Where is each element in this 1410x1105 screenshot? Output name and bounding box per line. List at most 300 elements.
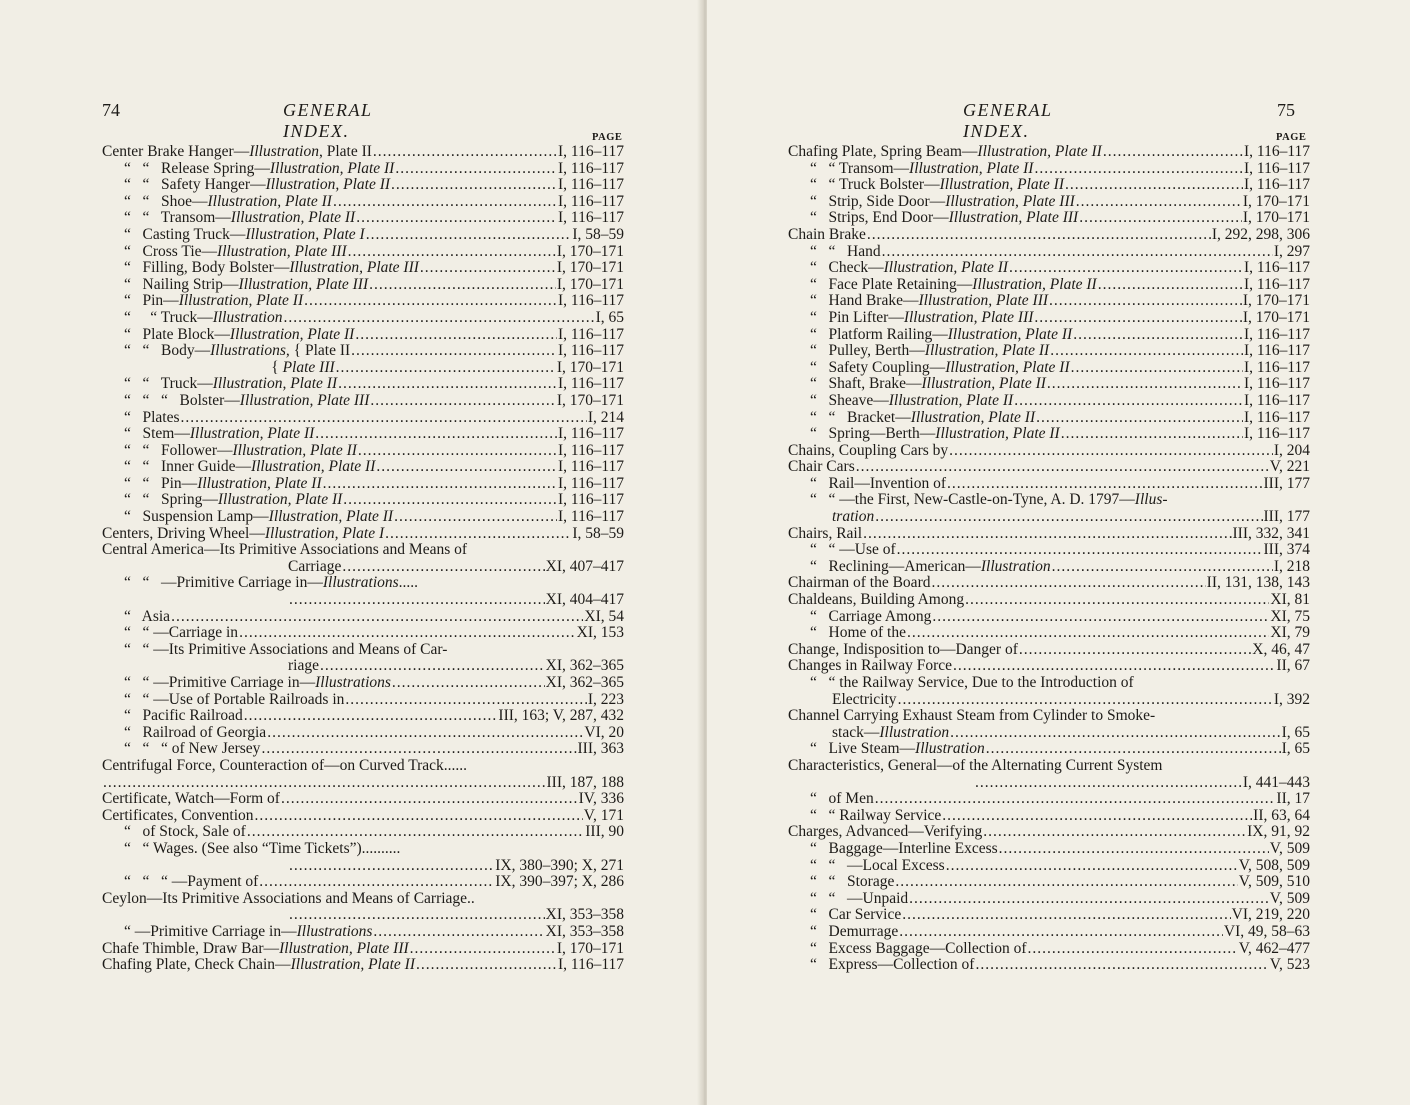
- index-entry: [788, 675, 1310, 692]
- entry-heading: stack—: [832, 723, 880, 741]
- dot-leader: [856, 459, 1269, 476]
- entry-illustration-ref: Illustration, Plate II: [935, 425, 1060, 443]
- entry-heading: Chairs, Rail: [788, 524, 863, 542]
- entry-text: [102, 144, 372, 161]
- dot-leader: [882, 244, 1273, 261]
- index-entry: [788, 741, 1310, 758]
- dot-leader: [867, 227, 1211, 244]
- entry-text: [810, 360, 1070, 377]
- entry-heading: “ “ —Unpaid: [810, 889, 909, 907]
- entry-illustration-ref: Illustration, Plate II: [977, 143, 1102, 160]
- index-entry: [788, 542, 1310, 559]
- entry-page-reference: I, 116–117: [557, 192, 624, 210]
- index-entry: [788, 293, 1310, 310]
- entry-heading: “ Casting Truck—: [124, 225, 246, 243]
- entry-text: [810, 476, 946, 493]
- index-entry: [102, 775, 624, 792]
- entry-page-reference: XI, 362–365: [545, 657, 624, 675]
- entry-text: [102, 941, 409, 958]
- entry-text: [124, 459, 375, 476]
- entry-heading: Ceylon—Its Primitive Associations and Means of Carriage..: [102, 889, 475, 907]
- entry-illustration-ref: Illustration, Plate II: [910, 408, 1036, 426]
- entry-page-reference: IX, 380–390; X, 271: [495, 856, 624, 874]
- entry-heading: “ “ —Primitive Carriage in—: [124, 674, 316, 691]
- entry-page-reference: III, 163; V, 287, 432: [498, 707, 624, 725]
- entry-page-reference: I, 170–171: [556, 391, 624, 409]
- entry-page-reference: I, 170–171: [556, 358, 624, 376]
- dot-leader: [358, 443, 557, 460]
- entry-illustration-ref: Illustration, Plate II: [189, 425, 315, 443]
- dot-leader: [1103, 144, 1243, 161]
- entry-text: [810, 874, 894, 891]
- index-entry: [788, 725, 1310, 742]
- entry-illustration-ref: Illustration, Plate III: [289, 259, 419, 277]
- entry-heading: “ —Primitive Carriage in—: [124, 922, 297, 940]
- dot-leader: [103, 775, 546, 792]
- index-entry: [102, 841, 624, 858]
- dot-leader: [304, 293, 557, 310]
- entry-heading: “ “ —Use of: [810, 541, 896, 559]
- index-entry: [102, 675, 624, 692]
- entry-text: [124, 824, 246, 841]
- index-entry: [788, 194, 1310, 211]
- page-number: 75: [1277, 100, 1295, 120]
- index-entry: [102, 874, 624, 891]
- index-entry: [102, 924, 624, 941]
- entry-page-reference: IX, 91, 92: [1247, 823, 1310, 841]
- entry-page-reference: I, 116–117: [557, 176, 624, 194]
- entry-illustration-ref: Illustration, Plate III: [948, 209, 1079, 227]
- dot-leader: [983, 824, 1246, 841]
- entry-text: [124, 227, 365, 244]
- dot-leader: [289, 907, 545, 924]
- dot-leader: [909, 891, 1269, 908]
- entry-heading: “ Home of the: [810, 624, 906, 642]
- index-entry: [102, 858, 624, 875]
- entry-page-reference: V, 462–477: [1238, 939, 1310, 957]
- dot-leader: [244, 708, 498, 725]
- entry-page-reference: I, 441–443: [1242, 773, 1310, 791]
- dot-leader: [953, 658, 1275, 675]
- dot-leader: [385, 526, 571, 543]
- index-entry: [788, 443, 1310, 460]
- dot-leader: [949, 443, 1273, 460]
- entry-text: [810, 858, 945, 875]
- entry-heading: “ “ Bracket—: [810, 408, 911, 426]
- entry-page-reference: I, 116–117: [557, 441, 624, 459]
- entry-heading: “ “ Transom—: [810, 159, 910, 177]
- entry-page-reference: II, 63, 64: [1253, 806, 1310, 824]
- index-entry: [102, 310, 624, 327]
- dot-leader: [289, 592, 545, 609]
- entry-text: [810, 675, 1134, 692]
- entry-heading: “ Hand Brake—: [810, 292, 919, 310]
- entry-illustration-ref: Illustration, Plate III: [279, 939, 409, 957]
- dot-leader: [315, 426, 557, 443]
- entry-page-reference: III, 374: [1263, 541, 1310, 559]
- entry-heading: Certificate, Watch—Form of: [102, 790, 280, 808]
- dot-leader: [898, 692, 1273, 709]
- entry-heading: “ of Men: [810, 790, 874, 808]
- entry-heading: “ “ Wages. (See also “Time Tickets”)..........: [124, 839, 401, 857]
- dot-leader: [369, 277, 556, 294]
- entry-page-reference: I, 116–117: [1243, 358, 1310, 376]
- entry-heading: Changes in Railway Force: [788, 657, 953, 675]
- entry-page-reference: I, 116–117: [557, 292, 624, 310]
- entry-page-reference: I, 204: [1273, 441, 1310, 459]
- entry-heading: Chafing Plate, Check Chain—: [102, 956, 291, 974]
- entry-page-reference: V, 508, 509: [1238, 856, 1310, 874]
- entry-illustration-ref: Illustration, Plate II: [265, 176, 391, 194]
- entry-text: [788, 575, 930, 592]
- entry-page-reference: II, 17: [1276, 790, 1310, 808]
- entry-heading: Charges, Advanced—Verifying: [788, 823, 983, 841]
- index-entry: [102, 658, 624, 675]
- entry-text: [124, 924, 372, 941]
- dot-leader: [416, 957, 557, 974]
- entry-text: [124, 741, 260, 758]
- entry-page-reference: III, 177: [1263, 474, 1310, 492]
- entry-page-reference: I, 58–59: [572, 225, 624, 243]
- entry-illustration-ref: Illustration: [879, 723, 950, 741]
- entry-page-reference: I, 116–117: [557, 491, 624, 509]
- entry-page-reference: I, 116–117: [557, 143, 624, 160]
- entry-heading: “ “ —Its Primitive Associations and Means of Car-: [124, 640, 448, 658]
- entry-page-reference: I, 214: [587, 408, 624, 426]
- index-entry: [788, 841, 1310, 858]
- index-entry: [102, 277, 624, 294]
- entry-text: [832, 692, 897, 709]
- index-entry: [788, 791, 1310, 808]
- entry-text: [788, 592, 964, 609]
- entry-text: [810, 559, 1051, 576]
- entry-illustration-ref: Illustration, Plate III: [238, 275, 369, 293]
- index-entry: [102, 808, 624, 825]
- page-column-label: PAGE: [592, 132, 623, 143]
- index-entry: [788, 210, 1310, 227]
- entry-heading: “ Baggage—Interline Excess: [810, 839, 998, 857]
- entry-illustration-ref: Illustration: [980, 557, 1051, 575]
- entry-text: [124, 194, 332, 211]
- entry-page-reference: III, 177: [1263, 508, 1310, 526]
- index-entry: [102, 426, 624, 443]
- entry-text: [810, 542, 896, 559]
- entry-page-reference: I, 170–171: [1242, 209, 1310, 227]
- entry-heading: Chaldeans, Building Among: [788, 591, 965, 609]
- dot-leader: [1034, 310, 1241, 327]
- entry-page-reference: XI, 54: [584, 607, 624, 625]
- index-entry: [788, 509, 1310, 526]
- dot-leader: [376, 459, 557, 476]
- index-entry: [788, 559, 1310, 576]
- entry-heading: Electricity: [832, 690, 897, 708]
- entry-heading: “ Face Plate Retaining—: [810, 275, 973, 293]
- entry-illustration-ref: Illustration: [915, 740, 985, 758]
- entry-heading: “ “ “ —Payment of: [124, 873, 259, 891]
- index-entry: [102, 791, 624, 808]
- entry-heading: “ “ Shoe—: [124, 192, 208, 210]
- dot-leader: [338, 376, 557, 393]
- entry-page-reference: I, 116–117: [1243, 143, 1310, 160]
- entry-page-reference: I, 292, 298, 306: [1211, 225, 1310, 243]
- entry-heading: “ Pin Lifter—: [810, 308, 904, 326]
- index-entry: [788, 526, 1310, 543]
- dot-leader: [171, 609, 583, 626]
- index-entry: [102, 741, 624, 758]
- entry-page-reference: I, 170–171: [1242, 308, 1310, 326]
- entry-heading: “ Cross Tie—: [124, 242, 218, 260]
- entry-heading: “ “ —Use of Portable Railroads in: [124, 690, 345, 708]
- entry-heading: “ “ —the First, New-Castle-on-Tyne, A. D. 1797—: [810, 491, 1135, 509]
- entry-text: [788, 443, 948, 460]
- entry-illustration-ref: Illustrations,: [210, 342, 290, 360]
- dot-leader: [410, 941, 556, 958]
- entry-heading: Center Brake Hanger—: [102, 143, 250, 160]
- entry-heading: “ Reclining—American—: [810, 557, 981, 575]
- dot-leader: [366, 227, 572, 244]
- entry-text: [288, 658, 319, 675]
- entry-page-reference: V, 171: [583, 806, 624, 824]
- entry-heading: Characteristics, General—of the Alternating Current System: [788, 756, 1163, 774]
- entry-illustration-ref: Illustration, Plate II: [232, 441, 357, 459]
- page-number: 74: [102, 100, 120, 120]
- entry-text: [810, 841, 998, 858]
- entry-illustration-ref: Illustration, Plate II: [945, 358, 1070, 376]
- entry-heading: “ Express—Collection of: [810, 956, 975, 974]
- entry-page-reference: XI, 407–417: [545, 557, 624, 575]
- entry-text: [124, 244, 347, 261]
- entry-text: [124, 725, 266, 742]
- dot-leader: [239, 625, 576, 642]
- dot-leader: [356, 210, 557, 227]
- entry-text: [124, 642, 447, 659]
- dot-leader: [1049, 293, 1242, 310]
- index-entry: [788, 941, 1310, 958]
- entry-text: [788, 459, 855, 476]
- entry-page-reference: I, 116–117: [557, 375, 624, 393]
- entry-heading: “ Live Steam—: [810, 740, 916, 758]
- entry-illustration-ref: Illustration, Plate III: [945, 192, 1075, 210]
- entry-text: [788, 144, 1102, 161]
- dot-leader: [897, 542, 1263, 559]
- entry-page-reference: I, 65: [595, 308, 624, 326]
- index-entry: [102, 492, 624, 509]
- entry-heading: “ “ Truck—: [124, 375, 213, 393]
- entry-page-reference: II, 131, 138, 143: [1206, 574, 1310, 592]
- index-entry: [102, 907, 624, 924]
- entry-page-reference: I, 223: [587, 690, 624, 708]
- entry-text: [124, 476, 322, 493]
- index-entry: [102, 526, 624, 543]
- entry-heading: Chair Cars: [788, 458, 855, 476]
- dot-leader: [255, 808, 583, 825]
- index-entry: [788, 360, 1310, 377]
- entry-page-reference: I, 116–117: [1243, 159, 1310, 177]
- entry-page-reference: I, 116–117: [1243, 259, 1310, 277]
- dot-leader: [942, 808, 1252, 825]
- entry-text: [124, 360, 335, 377]
- entry-text: [788, 642, 1018, 659]
- entry-text: [832, 509, 874, 526]
- entry-illustration-ref: tration: [832, 508, 875, 526]
- entry-text: [124, 426, 314, 443]
- dot-leader: [1009, 260, 1243, 277]
- entry-text: [102, 957, 415, 974]
- entry-text: [788, 708, 1155, 725]
- entry-page-reference: III, 187, 188: [546, 773, 624, 791]
- entry-heading: “ “ Truck Bolster—: [810, 176, 940, 194]
- entry-illustration-ref: Illustrations: [322, 574, 399, 592]
- index-entry: [788, 891, 1310, 908]
- entry-page-reference: XI, 81: [1270, 591, 1310, 609]
- entry-text: [810, 244, 881, 261]
- entry-illustration-ref: Illustration, Plate I: [264, 524, 385, 542]
- index-entry: [788, 575, 1310, 592]
- index-entry: [102, 642, 624, 659]
- entry-heading: “ “ Hand: [810, 242, 881, 260]
- entry-text: [810, 492, 1168, 509]
- index-entry: [788, 642, 1310, 659]
- index-entry: [102, 692, 624, 709]
- dot-leader: [863, 526, 1231, 543]
- entry-text: [102, 526, 384, 543]
- dot-leader: [1036, 410, 1243, 427]
- dot-leader: [1028, 941, 1238, 958]
- index-entry: [102, 343, 624, 360]
- entry-page-reference: I, 116–117: [557, 425, 624, 443]
- entry-page-reference: III, 332, 341: [1232, 524, 1310, 542]
- entry-page-reference: V, 523: [1269, 956, 1310, 974]
- index-entry: [102, 459, 624, 476]
- entry-page-reference: I, 116–117: [557, 159, 624, 177]
- entry-heading: “ Filling, Body Bolster—: [124, 259, 290, 277]
- index-entry: [788, 874, 1310, 891]
- entry-heading: {: [124, 358, 283, 376]
- entry-illustration-ref: Illustration, Plate II: [972, 275, 1097, 293]
- entry-page-reference: XI, 153: [576, 624, 624, 642]
- dot-leader: [370, 393, 555, 410]
- entry-text: [810, 625, 906, 642]
- entry-text: [288, 559, 341, 576]
- dot-leader: [931, 575, 1205, 592]
- entry-heading: “ Platform Railing—: [810, 325, 948, 343]
- entry-heading: “ Demurrage: [810, 922, 899, 940]
- entry-text: [810, 891, 908, 908]
- entry-text: [124, 509, 393, 526]
- entry-text: [810, 791, 874, 808]
- dot-leader: [875, 509, 1262, 526]
- entry-page-reference: I, 65: [1281, 740, 1310, 758]
- entry-page-reference: I, 116–117: [1243, 425, 1310, 443]
- dot-leader: [289, 858, 494, 875]
- entry-illustration-ref: Illustration, Plate II: [947, 325, 1073, 343]
- entry-page-reference: III, 90: [585, 823, 624, 841]
- entry-text: [124, 443, 357, 460]
- index-entry: [788, 327, 1310, 344]
- dot-leader: [420, 260, 556, 277]
- entry-heading: “ Pulley, Berth—: [810, 342, 925, 360]
- entry-page-reference: II, 67: [1276, 657, 1310, 675]
- entry-heading: “ Suspension Lamp—: [124, 508, 269, 526]
- dot-leader: [259, 874, 494, 891]
- entry-text: [102, 808, 254, 825]
- entry-page-reference: I, 392: [1273, 690, 1310, 708]
- entry-suffix: , Plate II: [318, 143, 372, 160]
- entry-text: [788, 227, 866, 244]
- index-entry: [102, 443, 624, 460]
- entry-illustration-ref: Illustration, Plate II: [888, 391, 1014, 409]
- index-entry: [788, 625, 1310, 642]
- index-entry: [102, 360, 624, 377]
- index-entry: [788, 227, 1310, 244]
- entry-heading: “ “ Release Spring—: [124, 159, 270, 177]
- entry-heading: Carriage: [288, 557, 342, 575]
- page-column-label: PAGE: [1276, 132, 1307, 143]
- entry-illustration-ref: Illustration, Plate II: [229, 325, 355, 343]
- index-entry: [788, 376, 1310, 393]
- entry-illustration-ref: Illustration, Plate III: [903, 308, 1034, 326]
- index-entry: [102, 941, 624, 958]
- dot-leader: [1034, 161, 1243, 178]
- entry-text: [810, 161, 1033, 178]
- entry-text: [124, 575, 418, 592]
- dot-leader: [247, 824, 584, 841]
- index-entry: [102, 725, 624, 742]
- entry-page-reference: I, 170–171: [556, 275, 624, 293]
- entry-heading: Chairman of the Board: [788, 574, 931, 592]
- entry-illustration-ref: Illustration, Plate II: [883, 259, 1009, 277]
- entry-suffix: .....: [398, 574, 419, 592]
- dot-leader: [1098, 277, 1243, 294]
- index-entry: [788, 858, 1310, 875]
- entry-heading: “ Strips, End Door—: [810, 209, 949, 227]
- entry-illustration-ref: Illustration, Plate II: [939, 176, 1065, 194]
- entry-heading: Chafe Thimble, Draw Bar—: [102, 939, 280, 957]
- entry-page-reference: IV, 336: [578, 790, 624, 808]
- entry-text: [810, 957, 974, 974]
- entry-heading: “ Plate Block—: [124, 325, 230, 343]
- entry-page-reference: I, 116–117: [557, 474, 624, 492]
- entry-illustration-ref: Illustration, Plate I: [245, 225, 365, 243]
- entry-heading: “ Nailing Strip—: [124, 275, 239, 293]
- entry-illustration-ref: Illustration, Plate II: [207, 192, 332, 210]
- entry-text: [124, 841, 400, 858]
- dot-leader: [1061, 426, 1243, 443]
- index-entry: [102, 293, 624, 310]
- index-entry: [102, 625, 624, 642]
- entry-text: [810, 310, 1033, 327]
- index-entry: [102, 575, 624, 592]
- index-entries: [788, 144, 1310, 974]
- index-entry: [102, 210, 624, 227]
- entry-page-reference: I, 170–171: [556, 259, 624, 277]
- index-entries: [102, 144, 624, 974]
- entry-page-reference: I, 116–117: [557, 342, 624, 360]
- entry-text: [810, 177, 1064, 194]
- entry-illustration-ref: Illustration, Plate II: [178, 292, 304, 310]
- entry-illustration-ref: Illustration, Plate III: [239, 391, 370, 409]
- entry-illustration-ref: Illustration, Plate II: [230, 209, 356, 227]
- dot-leader: [373, 144, 557, 161]
- entry-page-reference: I, 116–117: [1243, 342, 1310, 360]
- index-entry: [102, 957, 624, 974]
- entry-text: [102, 542, 467, 559]
- entry-page-reference: VI, 49, 58–63: [1223, 922, 1310, 940]
- entry-text: [810, 327, 1072, 344]
- entry-illustration-ref: Illustration, Plate II: [197, 474, 322, 492]
- index-entry: [102, 592, 624, 609]
- entry-text: [124, 609, 170, 626]
